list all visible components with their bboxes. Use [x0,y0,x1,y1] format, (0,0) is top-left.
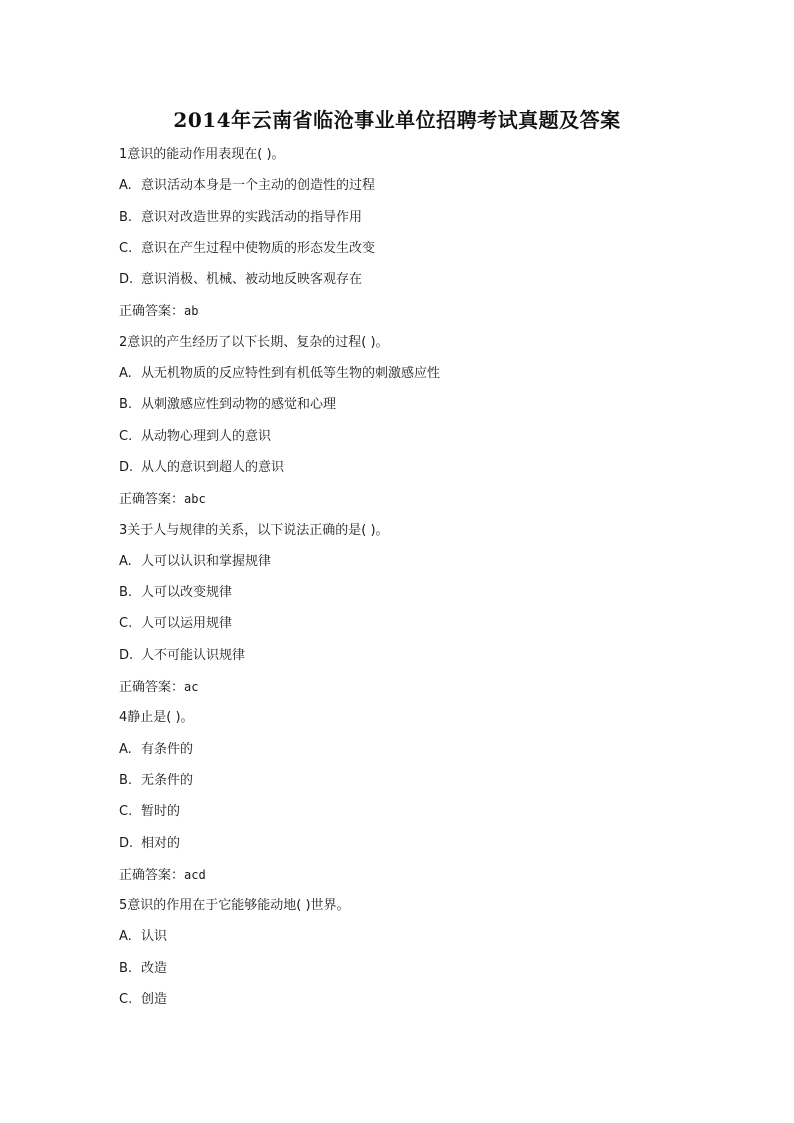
answer-line [119,302,719,333]
option-text: 意识对改造世界的实践活动的指导作用 [141,209,363,225]
answer-label: 正确答案： [119,492,185,508]
option-item [119,177,719,208]
option-text: 创造 [141,992,168,1008]
question-stem: 1意识的能动作用表现在( )。 [119,147,285,162]
option-letter: D. [119,647,134,663]
answer-label: 正确答案： [119,867,185,883]
answer-label: 正确答案： [119,680,185,696]
option-letter: C. [119,428,133,444]
answer-value: acd [184,867,206,882]
option-text: 有条件的 [141,741,194,757]
option-letter: A. [119,366,132,382]
option-item [119,428,719,459]
option-letter: D. [119,272,134,288]
option-item [119,960,719,991]
option-item [119,396,719,427]
answer-label: 正确答案： [119,304,185,320]
option-letter: A. [119,553,132,569]
answer-line [119,490,719,521]
option-item [119,615,719,646]
option-text: 无条件的 [141,772,194,788]
option-item [119,647,719,678]
option-text: 相对的 [141,835,181,851]
question-stem: 5意识的作用在于它能够能动地( )世界。 [119,898,350,914]
question-list [119,146,719,1022]
option-item [119,803,719,834]
option-text: 意识活动本身是一个主动的创造性的过程 [141,178,376,194]
option-letter: D. [119,459,134,475]
question-stem: 3关于人与规律的关系，以下说法正确的是( )。 [119,522,389,538]
option-text: 意识在产生过程中使物质的形态发生改变 [141,240,376,256]
question-stem: 4静止是( )。 [119,710,194,726]
option-text: 从动物心理到人的意识 [141,428,272,444]
option-item [119,741,719,772]
option-letter: C. [119,992,133,1008]
option-text: 从无机物质的反应特性到有机低等生物的刺激感应性 [141,366,441,382]
option-item [119,209,719,240]
option-letter: B. [119,397,133,413]
option-letter: B. [119,960,133,976]
option-item [119,553,719,584]
option-letter: D. [119,835,134,851]
option-text: 人不可能认识规律 [141,647,246,663]
option-letter: B. [119,585,133,601]
option-item [119,584,719,615]
answer-value: ab [184,304,199,319]
question-stem: 2意识的产生经历了以下长期、复杂的过程( )。 [119,334,389,350]
option-text: 人可以运用规律 [141,616,233,632]
option-text: 认识 [141,929,168,945]
option-text: 从人的意识到超人的意识 [141,459,285,475]
answer-line [119,678,719,709]
option-item [119,835,719,866]
option-letter: A. [119,741,132,757]
option-text: 暂时的 [141,804,181,820]
option-text: 人可以认识和掌握规律 [141,553,272,569]
option-letter: C. [119,616,133,632]
option-letter: C. [119,240,133,256]
document-title: 2014年云南省临沧事业单位招聘考试真题及答案 [173,108,621,132]
option-item [119,928,719,959]
option-text: 意识消极、机械、被动地反映客观存在 [141,272,363,288]
answer-value: ac [184,680,199,695]
answer-value: abc [184,492,206,507]
option-item [119,459,719,490]
option-item [119,772,719,803]
option-item [119,365,719,396]
option-text: 人可以改变规律 [141,585,233,601]
option-text: 从刺激感应性到动物的感觉和心理 [141,397,337,413]
option-item [119,991,719,1022]
option-letter: A. [119,929,132,945]
option-letter: C. [119,804,133,820]
option-item [119,240,719,271]
option-letter: A. [119,178,132,194]
option-item [119,271,719,302]
answer-line [119,866,719,897]
option-text: 改造 [141,960,168,976]
option-letter: B. [119,772,133,788]
option-letter: B. [119,209,133,225]
